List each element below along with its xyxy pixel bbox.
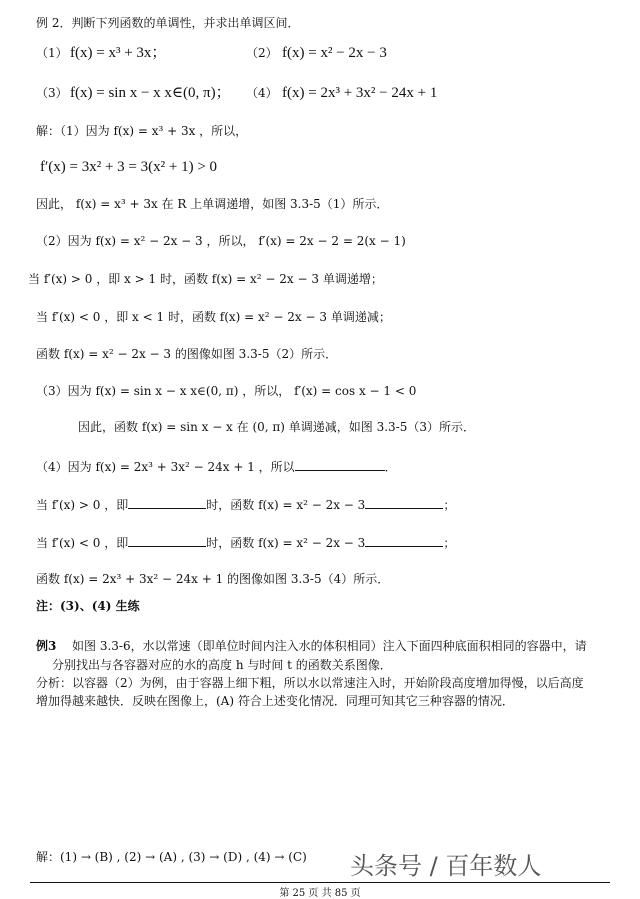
decreasing-condition: 当 f′(x) < 0 ，即 bbox=[36, 536, 129, 550]
problem-3-label: （3） bbox=[36, 86, 68, 100]
example-3-label: 例3 bbox=[36, 639, 57, 653]
watermark: 头条号 / 百年数人 bbox=[350, 852, 542, 880]
solution-4-intro-text: （4）因为 f(x) = 2x³ + 3x² − 24x + 1 ，所以 bbox=[36, 460, 295, 474]
example-2-title: 例 2．判断下列函数的单调性，并求出单调区间． bbox=[36, 16, 300, 30]
problem-1-label: （1） bbox=[36, 46, 68, 60]
note: 注：(3)、(4) 生练 bbox=[36, 599, 140, 613]
answer-blank-increasing-range[interactable] bbox=[128, 496, 206, 509]
problem-1-expr: f(x) = x³ + 3x； bbox=[70, 45, 167, 61]
solution-4-intro-end: ． bbox=[384, 460, 397, 474]
solution-1-conclusion: 因此， f(x) = x³ + 3x 在 R 上单调递增，如图 3.3-5（1）所示． bbox=[36, 197, 389, 211]
answer-blank-increasing-monotonicity[interactable] bbox=[365, 496, 443, 509]
solution-3-intro: （3）因为 f(x) = sin x − x x∈(0, π) ，所以， f′(x) = cos x − 1 < 0 bbox=[36, 384, 417, 398]
solution-1-derivative: f′(x) = 3x² + 3 = 3(x² + 1) > 0 bbox=[40, 159, 218, 175]
problem-2-label: （2） bbox=[246, 46, 278, 60]
page-footer: 第 25 页 共 85 页 bbox=[279, 888, 361, 899]
example-3-line-2: 分别找出与各容器对应的水的高度 h 与时间 t 的函数关系图像． bbox=[52, 658, 392, 672]
problem-4-label: （4） bbox=[246, 86, 278, 100]
solution-2-intro: （2）因为 f(x) = x² − 2x − 3 ，所以， f′(x) = 2x − 2 = 2(x − 1) bbox=[36, 234, 406, 248]
footer-divider bbox=[30, 882, 610, 883]
example-3-answer: 解：(1) → (B) , (2) → (A) , (3) → (D) , (4) → (C) bbox=[36, 850, 307, 864]
decreasing-function: 时，函数 f(x) = x² − 2x − 3 bbox=[206, 536, 366, 550]
solution-4-decreasing bbox=[36, 534, 455, 552]
solution-2-decreasing: 当 f′(x) < 0 ，即 x < 1 时，函数 f(x) = x² − 2x − 3 单调递减； bbox=[36, 310, 391, 324]
solution-4-increasing bbox=[36, 496, 455, 514]
decreasing-end: ； bbox=[443, 536, 456, 550]
solution-4-intro bbox=[36, 458, 397, 476]
increasing-end: ； bbox=[443, 498, 456, 512]
increasing-condition: 当 f′(x) > 0 ，即 bbox=[36, 498, 129, 512]
answer-blank-decreasing-range[interactable] bbox=[128, 534, 206, 547]
solution-1-intro: 解：（1）因为 f(x) = x³ + 3x ，所以， bbox=[36, 124, 248, 138]
example-3-line-1: 如图 3.3-6，水以常速（即单位时间内注入水的体积相同）注入下面四种底面积相同的容器中，请 bbox=[72, 639, 587, 653]
solution-2-graph-ref: 函数 f(x) = x² − 2x − 3 的图像如图 3.3-5（2）所示． bbox=[36, 347, 338, 361]
analysis-line-2: 增加得越来越快．反映在图像上，(A) 符合上述变化情况．同理可知其它三种容器的情况． bbox=[36, 694, 514, 708]
answer-blank-derivative[interactable] bbox=[295, 458, 385, 471]
solution-2-increasing: 当 f′(x) > 0 ，即 x > 1 时，函数 f(x) = x² − 2x − 3 单调递增； bbox=[28, 272, 383, 286]
problem-2-expr: f(x) = x² − 2x − 3 bbox=[282, 45, 387, 61]
problem-3-expr: f(x) = sin x − x x∈(0, π)； bbox=[70, 85, 231, 101]
problem-4-expr: f(x) = 2x³ + 3x² − 24x + 1 bbox=[282, 85, 438, 101]
analysis-line-1: 分析：以容器（2）为例，由于容器上细下粗，所以水以常速注入时，开始阶段高度增加得慢，以后高度 bbox=[36, 676, 584, 690]
increasing-function: 时，函数 f(x) = x² − 2x − 3 bbox=[206, 498, 366, 512]
answer-blank-decreasing-monotonicity[interactable] bbox=[365, 534, 443, 547]
solution-4-graph-ref: 函数 f(x) = 2x³ + 3x² − 24x + 1 的图像如图 3.3-5（4）所示． bbox=[36, 572, 390, 586]
solution-3-conclusion: 因此，函数 f(x) = sin x − x 在 (0, π) 单调递减，如图 3.3-5（3）所示． bbox=[78, 420, 476, 434]
